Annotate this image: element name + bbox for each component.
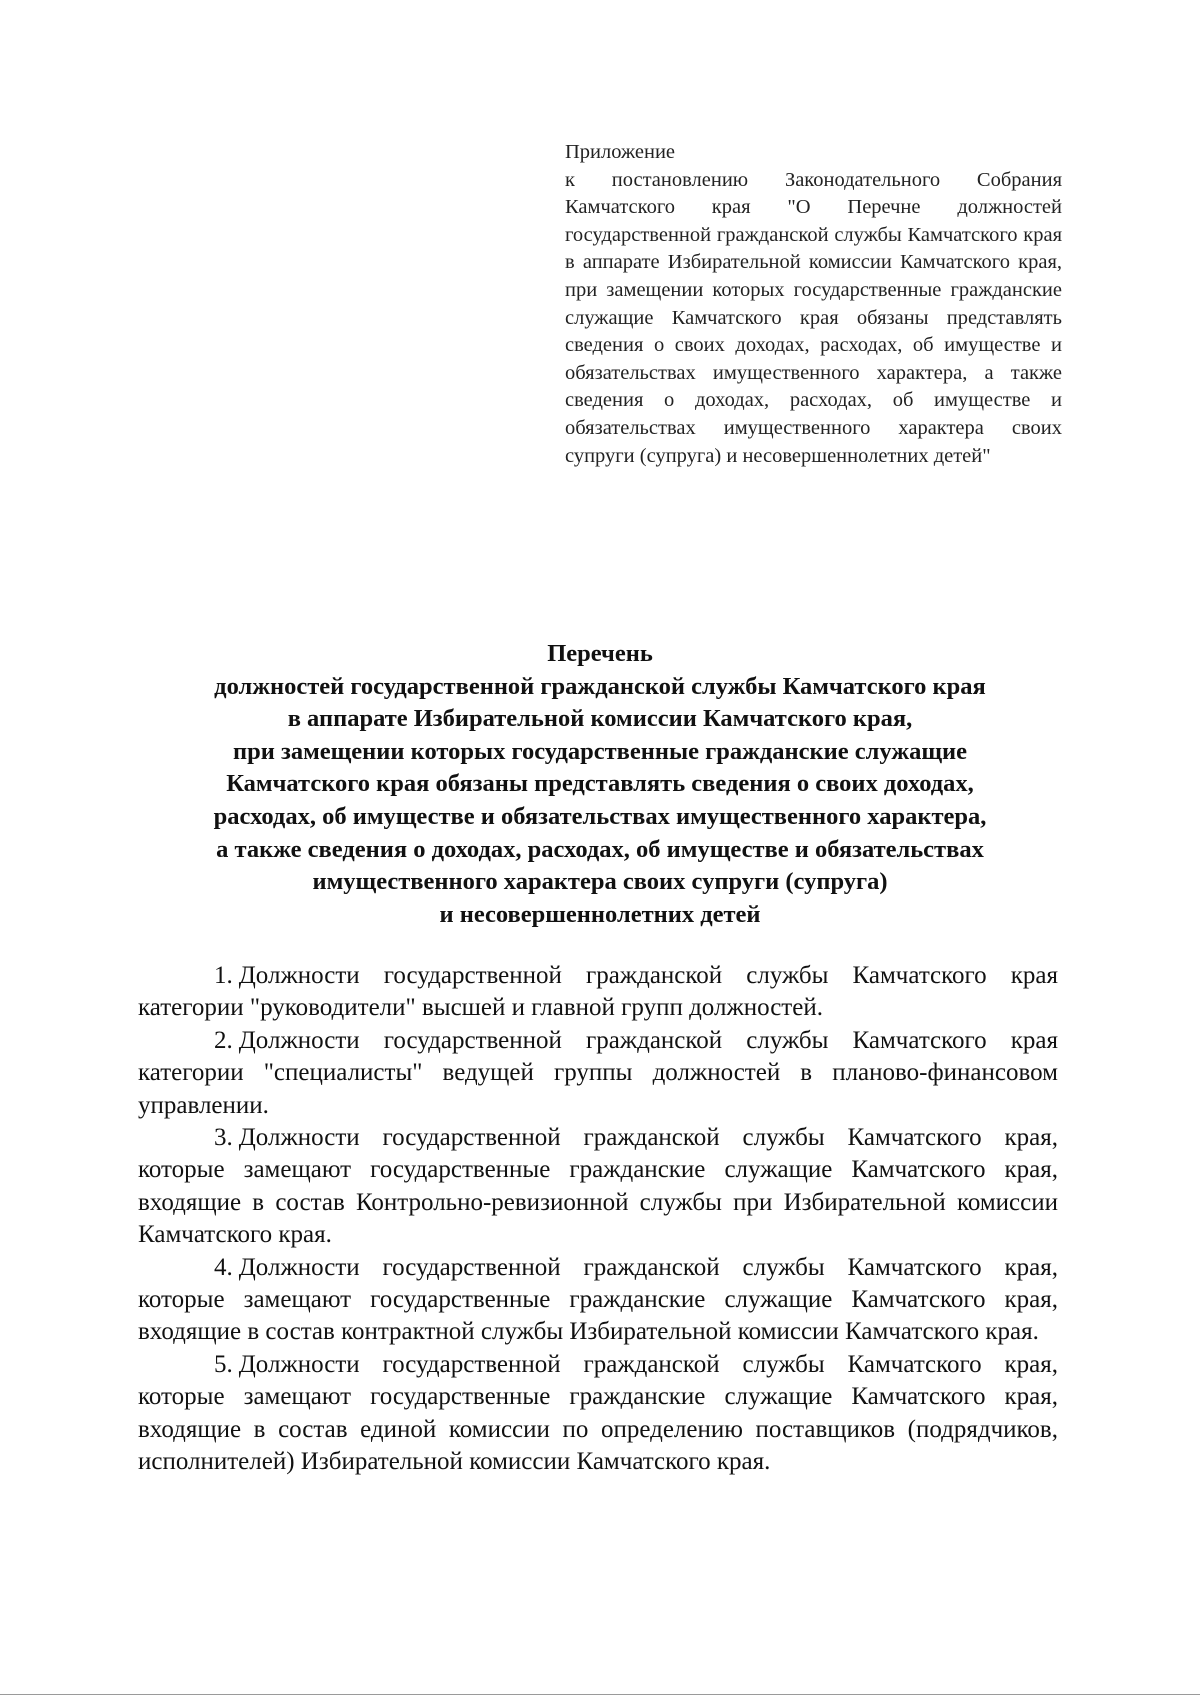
appendix-heading: Приложение (565, 141, 676, 163)
item-text: Должности государственной гражданской службы Камчатского края категории "руководители" высшей и главной групп должностей. (138, 962, 1058, 1022)
item-number: 4. (214, 1253, 233, 1281)
list-item (138, 1252, 1058, 1349)
item-text: Должности государственной гражданской службы Камчатского края, которые замещают государственные гражданские служащие Камчатского края, входящие в состав единой комиссии по определению поставщиков (подрядчиков, исполнителей) Избирательной комиссии Камчатского края. (138, 1350, 1058, 1476)
title-line: в аппарате Избирательной комиссии Камчатского края, (287, 705, 913, 733)
title-line: расходах, об имуществе и обязательствах имущественного характера, (213, 802, 987, 830)
title-line: при замещении которых государственные гражданские служащие (232, 737, 968, 765)
document-title (130, 638, 1070, 931)
item-text: Должности государственной гражданской службы Камчатского края, которые замещают государственные гражданские служащие Камчатского края, входящие в состав Контрольно-ревизионной службы при Избирательной комиссии Камчатского края. (138, 1124, 1058, 1249)
appendix-block (565, 139, 1062, 470)
items-list (138, 960, 1058, 1479)
list-item (138, 1025, 1058, 1122)
title-line: должностей государственной гражданской службы Камчатского края (214, 672, 986, 700)
page-bottom-edge (0, 1694, 1200, 1695)
item-text: Должности государственной гражданской службы Камчатского края категории "специалисты" ведущей группы должностей в планово-финансовом управлении. (138, 1026, 1058, 1119)
appendix-body: к постановлению Законодательного Собрания Камчатского края "О Перечне должностей государственной гражданской службы Камчатского края в аппарате Избирательной комиссии Камчатского края, при замещении которых государственные гражданские служащие Камчатского края обязаны представлять сведения о своих доходах, расходах, об имуществе и обязательствах имущественного характера, а также сведения о доходах, расходах, об имуществе и обязательствах имущественного характера своих супруги (супруга) и несовершеннолетних детей" (565, 168, 1062, 467)
title-line: Камчатского края обязаны представлять сведения о своих доходах, (226, 770, 974, 798)
item-number: 1. (214, 962, 233, 989)
title-line: и несовершеннолетних детей (439, 900, 761, 928)
list-item (138, 1122, 1058, 1252)
title-line: а также сведения о доходах, расходах, об имуществе и обязательствах (216, 835, 984, 863)
title-main: Перечень (547, 640, 653, 667)
list-item (138, 1349, 1058, 1479)
item-number: 3. (214, 1124, 233, 1152)
item-text: Должности государственной гражданской службы Камчатского края, которые замещают государственные гражданские служащие Камчатского края, входящие в состав контрактной службы Избирательной комиссии Камчатского края. (138, 1253, 1058, 1346)
title-line: имущественного характера своих супруги (супруга) (312, 868, 888, 896)
item-number: 5. (214, 1350, 233, 1378)
list-item (138, 960, 1058, 1025)
item-number: 2. (214, 1026, 233, 1054)
